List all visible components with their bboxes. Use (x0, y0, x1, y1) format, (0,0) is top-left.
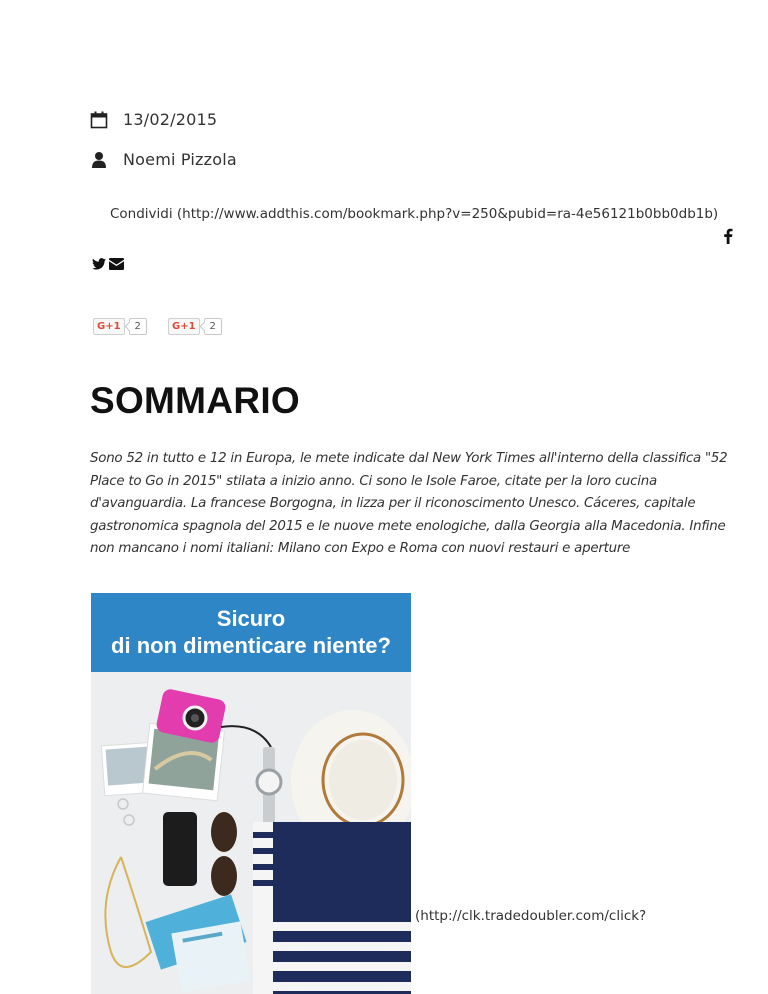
post-date (90, 110, 217, 129)
post-author-name[interactable]: Noemi Pizzola (123, 150, 237, 169)
post-date-text: 13/02/2015 (123, 110, 218, 129)
facebook-icon[interactable] (722, 228, 734, 244)
twitter-icon[interactable] (92, 258, 106, 270)
gplus-widget (93, 318, 147, 335)
section-heading: SOMMARIO (90, 380, 301, 421)
gplus-button[interactable]: G+1 (93, 318, 125, 335)
ad-photo (91, 672, 411, 994)
user-icon (90, 151, 108, 169)
ad-banner[interactable] (91, 593, 411, 994)
ad-headline-line2: di non dimenticare niente? (111, 633, 391, 658)
striped-shirt (253, 822, 411, 994)
ad-headline (91, 593, 411, 672)
gplus-widget (168, 318, 222, 335)
email-icon[interactable] (109, 258, 124, 270)
phone-icon (163, 812, 197, 886)
gplus-count: 2 (129, 318, 147, 335)
gplus-count: 2 (204, 318, 222, 335)
post-author (90, 150, 237, 169)
calendar-icon (90, 111, 108, 129)
gplus-button[interactable]: G+1 (168, 318, 200, 335)
ad-link[interactable]: (http://clk.tradedoubler.com/click? (415, 908, 647, 924)
share-link[interactable]: Condividi (http://www.addthis.com/bookmark.php?v=250&pubid=ra-4e56121b0bb0db1b) (110, 206, 719, 222)
article-summary: Sono 52 in tutto e 12 in Europa, le mete indicate dal New York Times all'interno della classifica "52 Place to Go in 2015" stilata a inizio anno. Ci sono le Isole Faroe, citate per la loro cucina d'avanguardia. La francese Borgogna, in lizza per il riconoscimento Unesco. Cáceres, capitale gastronomica spagnola del 2015 e le nuove mete enologiche, dalla Georgia alla Macedonia. Infine non mancano i nomi italiani: Milano con Expo e Roma con nuovi restauri e aperture (90, 451, 728, 557)
ad-headline-line1: Sicuro (216, 606, 286, 631)
social-icons (92, 258, 124, 270)
